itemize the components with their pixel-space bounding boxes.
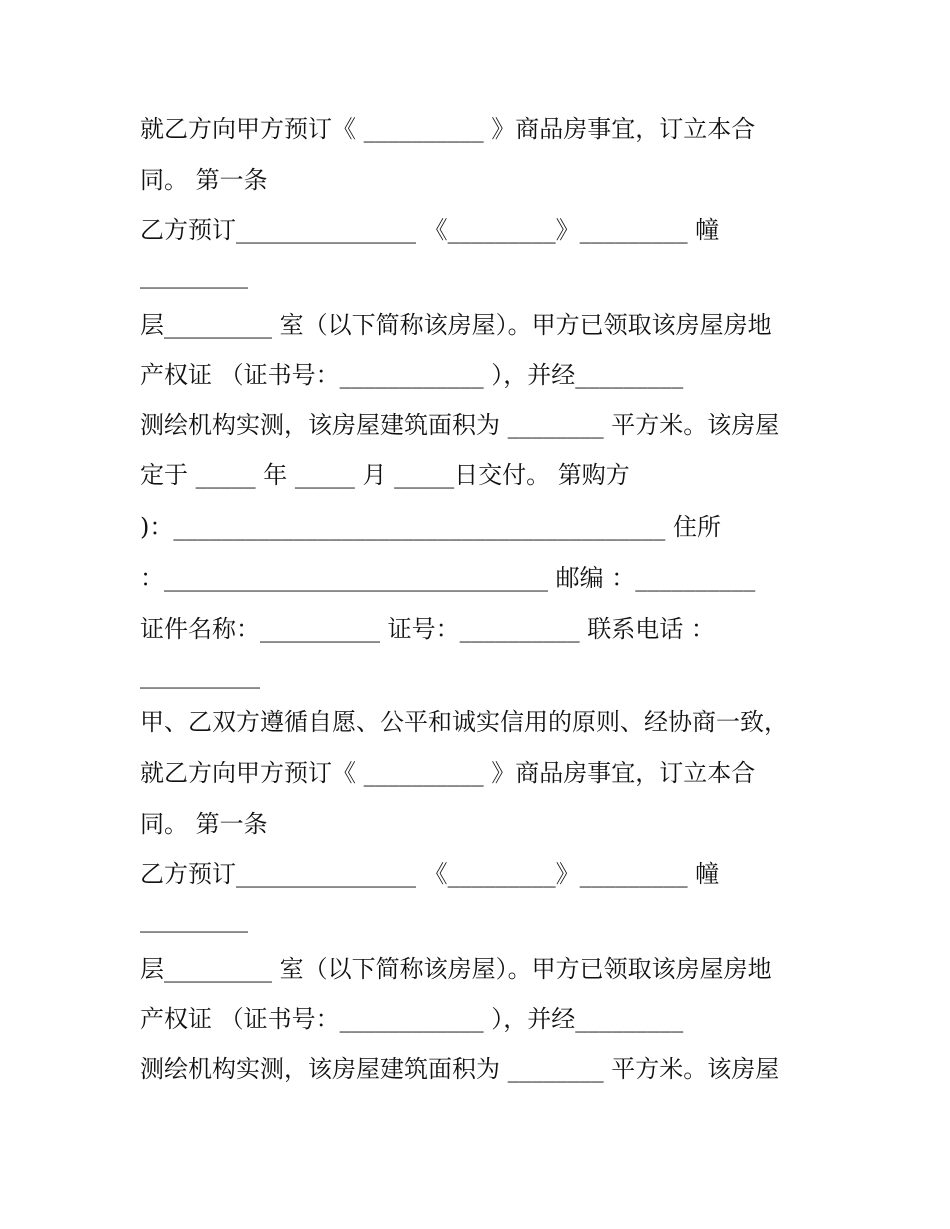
- text-line: 甲、乙双方遵循自愿、公平和诚实信用的原则、经协商一致，: [140, 708, 788, 736]
- text-line: 层_________ 室（以下简称该房屋）。甲方已领取该房屋房地: [140, 311, 772, 339]
- text-line: )：_________________________________________ 住所: [140, 513, 721, 541]
- text-line: 测绘机构实测，该房屋建筑面积为 ________ 平方米。该房屋: [140, 1055, 780, 1083]
- text-line: 同。 第一条: [140, 166, 268, 194]
- text-line: 测绘机构实测，该房屋建筑面积为 ________ 平方米。该房屋: [140, 411, 780, 439]
- text-line: 就乙方向甲方预订《 __________ 》商品房事宜，订立本合: [140, 759, 756, 787]
- text-line: 定于 _____ 年 _____ 月 _____日交付。 第购方: [140, 461, 630, 489]
- text-line: 就乙方向甲方预订《 __________ 》商品房事宜，订立本合: [140, 115, 756, 143]
- text-line: 产权证 （证书号：____________ ），并经_________: [140, 1005, 684, 1033]
- text-line: __________: [140, 661, 260, 689]
- text-line: 乙方预订_______________ 《_________》_________ 幢: [140, 216, 720, 244]
- text-line: 乙方预订_______________ 《_________》_________ 幢: [140, 860, 720, 888]
- text-line: _________: [140, 905, 248, 933]
- text-line: _________: [140, 261, 248, 289]
- text-line: ：________________________________ 邮编 ：__________: [140, 564, 756, 592]
- text-line: 层_________ 室（以下简称该房屋）。甲方已领取该房屋房地: [140, 955, 772, 983]
- text-line: 同。 第一条: [140, 810, 268, 838]
- text-line: 产权证 （证书号：____________ ），并经_________: [140, 361, 684, 389]
- text-line: 证件名称：__________ 证号：__________ 联系电话 ：: [140, 615, 715, 643]
